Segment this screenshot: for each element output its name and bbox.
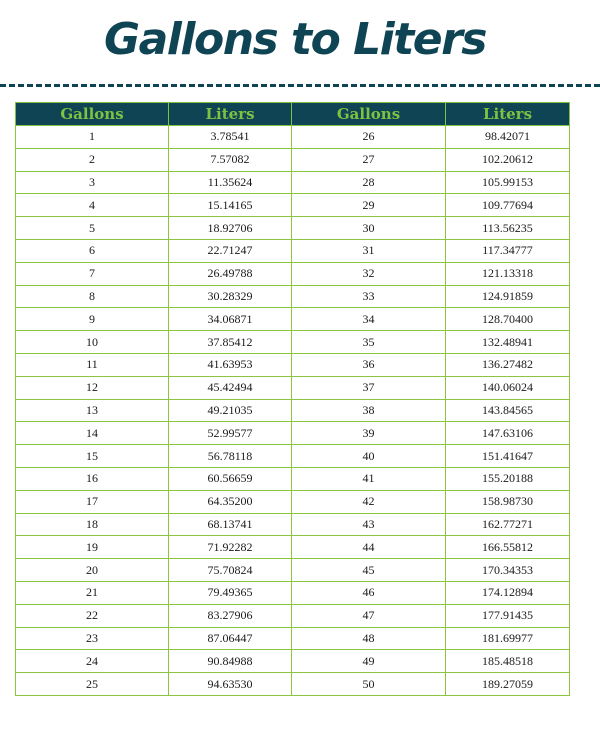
gallons-cell: 46	[292, 581, 446, 604]
liters-cell: 56.78118	[169, 445, 292, 468]
gallons-cell: 2	[16, 148, 169, 171]
liters-cell: 143.84565	[446, 399, 570, 422]
gallons-cell: 31	[292, 239, 446, 262]
liters-cell: 41.63953	[169, 353, 292, 376]
gallons-cell: 3	[16, 171, 169, 194]
column-header-liters: Liters	[446, 103, 570, 126]
table-row	[16, 308, 570, 331]
liters-cell: 68.13741	[169, 513, 292, 536]
liters-cell: 124.91859	[446, 285, 570, 308]
gallons-cell: 29	[292, 194, 446, 217]
table-row	[16, 239, 570, 262]
table-row	[16, 536, 570, 559]
gallons-cell: 49	[292, 650, 446, 673]
liters-cell: 22.71247	[169, 239, 292, 262]
gallons-cell: 48	[292, 627, 446, 650]
liters-cell: 18.92706	[169, 217, 292, 240]
liters-cell: 166.55812	[446, 536, 570, 559]
liters-cell: 3.78541	[169, 126, 292, 149]
gallons-cell: 43	[292, 513, 446, 536]
gallons-cell: 23	[16, 627, 169, 650]
gallons-cell: 25	[16, 673, 169, 696]
liters-cell: 75.70824	[169, 559, 292, 582]
liters-cell: 189.27059	[446, 673, 570, 696]
liters-cell: 37.85412	[169, 331, 292, 354]
table-row	[16, 148, 570, 171]
liters-cell: 98.42071	[446, 126, 570, 149]
table-row	[16, 353, 570, 376]
liters-cell: 155.20188	[446, 467, 570, 490]
table-row	[16, 194, 570, 217]
gallons-cell: 50	[292, 673, 446, 696]
page-title: Gallons to Liters	[104, 14, 486, 65]
header-row	[16, 103, 570, 126]
gallons-cell: 30	[292, 217, 446, 240]
liters-cell: 105.99153	[446, 171, 570, 194]
liters-cell: 151.41647	[446, 445, 570, 468]
column-header-gallons: Gallons	[16, 103, 169, 126]
liters-cell: 11.35624	[169, 171, 292, 194]
gallons-cell: 28	[292, 171, 446, 194]
liters-cell: 60.56659	[169, 467, 292, 490]
table-row	[16, 262, 570, 285]
liters-cell: 185.48518	[446, 650, 570, 673]
table-row	[16, 422, 570, 445]
table-row	[16, 513, 570, 536]
column-header-liters: Liters	[169, 103, 292, 126]
liters-cell: 174.12894	[446, 581, 570, 604]
gallons-cell: 22	[16, 604, 169, 627]
gallons-cell: 12	[16, 376, 169, 399]
gallons-cell: 44	[292, 536, 446, 559]
table-row	[16, 285, 570, 308]
liters-cell: 102.20612	[446, 148, 570, 171]
gallons-cell: 17	[16, 490, 169, 513]
gallons-cell: 8	[16, 285, 169, 308]
gallons-cell: 21	[16, 581, 169, 604]
liters-cell: 136.27482	[446, 353, 570, 376]
liters-cell: 109.77694	[446, 194, 570, 217]
gallons-cell: 39	[292, 422, 446, 445]
table-row	[16, 171, 570, 194]
table-row	[16, 650, 570, 673]
table-body	[16, 126, 570, 696]
table-row	[16, 604, 570, 627]
gallons-cell: 16	[16, 467, 169, 490]
liters-cell: 52.99577	[169, 422, 292, 445]
gallons-cell: 37	[292, 376, 446, 399]
table-row	[16, 445, 570, 468]
table-row	[16, 217, 570, 240]
gallons-cell: 32	[292, 262, 446, 285]
gallons-cell: 38	[292, 399, 446, 422]
liters-cell: 45.42494	[169, 376, 292, 399]
table-row	[16, 126, 570, 149]
table-row	[16, 399, 570, 422]
liters-cell: 147.63106	[446, 422, 570, 445]
liters-cell: 128.70400	[446, 308, 570, 331]
gallons-cell: 34	[292, 308, 446, 331]
liters-cell: 162.77271	[446, 513, 570, 536]
liters-cell: 132.48941	[446, 331, 570, 354]
gallons-cell: 6	[16, 239, 169, 262]
liters-cell: 158.98730	[446, 490, 570, 513]
liters-cell: 94.63530	[169, 673, 292, 696]
gallons-cell: 1	[16, 126, 169, 149]
liters-cell: 49.21035	[169, 399, 292, 422]
table-row	[16, 376, 570, 399]
gallons-cell: 42	[292, 490, 446, 513]
table-row	[16, 490, 570, 513]
table-row	[16, 331, 570, 354]
gallons-cell: 45	[292, 559, 446, 582]
gallons-cell: 5	[16, 217, 169, 240]
gallons-cell: 7	[16, 262, 169, 285]
gallons-cell: 4	[16, 194, 169, 217]
liters-cell: 87.06447	[169, 627, 292, 650]
gallons-cell: 10	[16, 331, 169, 354]
liters-cell: 117.34777	[446, 239, 570, 262]
gallons-cell: 36	[292, 353, 446, 376]
liters-cell: 83.27906	[169, 604, 292, 627]
liters-cell: 30.28329	[169, 285, 292, 308]
column-header-gallons: Gallons	[292, 103, 446, 126]
liters-cell: 121.13318	[446, 262, 570, 285]
table-row	[16, 559, 570, 582]
liters-cell: 170.34353	[446, 559, 570, 582]
gallons-cell: 35	[292, 331, 446, 354]
liters-cell: 140.06024	[446, 376, 570, 399]
gallons-cell: 11	[16, 353, 169, 376]
gallons-cell: 26	[292, 126, 446, 149]
gallons-cell: 33	[292, 285, 446, 308]
gallons-cell: 40	[292, 445, 446, 468]
table-row	[16, 467, 570, 490]
table-row	[16, 673, 570, 696]
liters-cell: 64.35200	[169, 490, 292, 513]
liters-cell: 79.49365	[169, 581, 292, 604]
gallons-cell: 14	[16, 422, 169, 445]
gallons-cell: 9	[16, 308, 169, 331]
gallons-cell: 15	[16, 445, 169, 468]
gallons-cell: 20	[16, 559, 169, 582]
gallons-cell: 13	[16, 399, 169, 422]
liters-cell: 7.57082	[169, 148, 292, 171]
gallons-cell: 27	[292, 148, 446, 171]
gallons-cell: 41	[292, 467, 446, 490]
dashed-divider	[0, 84, 600, 87]
conversion-table	[15, 102, 570, 696]
gallons-cell: 18	[16, 513, 169, 536]
liters-cell: 181.69977	[446, 627, 570, 650]
liters-cell: 71.92282	[169, 536, 292, 559]
liters-cell: 90.84988	[169, 650, 292, 673]
table-row	[16, 627, 570, 650]
table-row	[16, 581, 570, 604]
liters-cell: 113.56235	[446, 217, 570, 240]
liters-cell: 34.06871	[169, 308, 292, 331]
liters-cell: 26.49788	[169, 262, 292, 285]
liters-cell: 15.14165	[169, 194, 292, 217]
gallons-cell: 19	[16, 536, 169, 559]
liters-cell: 177.91435	[446, 604, 570, 627]
gallons-cell: 47	[292, 604, 446, 627]
gallons-cell: 24	[16, 650, 169, 673]
